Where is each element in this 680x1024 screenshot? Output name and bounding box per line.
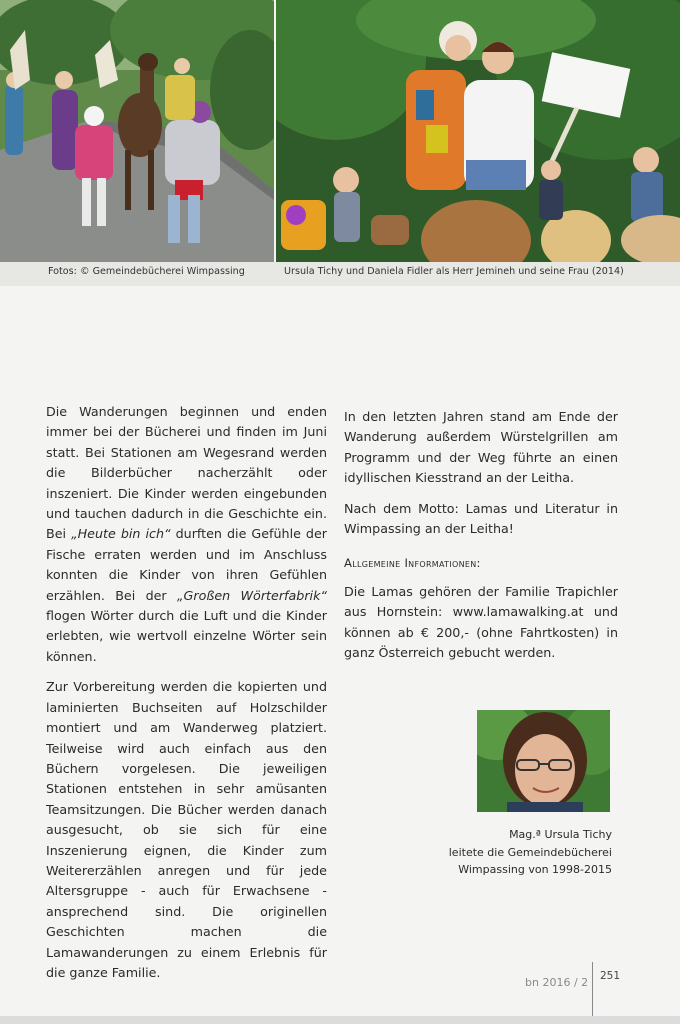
text-span: Die Wanderungen beginnen und enden immer bei der Bücherei und finden im Juni statt. Bei Stationen am Wegesrand werden die Bilderbücher nacherzählt oder inszeniert. Die Kinder werden eingebunden und tauchen dadurch in die Geschichte ein. Bei (46, 404, 327, 542)
footer-divider (592, 962, 593, 1020)
bio-line-2: leitete die Gemeindebücherei (448, 845, 612, 859)
info-heading: Allgemeine Informationen: (344, 556, 481, 571)
photo-credit-caption: Fotos: © Gemeindebücherei Wimpassing (48, 266, 245, 277)
scan-edge (0, 1016, 680, 1024)
left-paragraph-1 (46, 402, 327, 667)
book-title-heute-bin-ich: „Heute bin ich“ (71, 526, 171, 542)
photo-costumed-readers (276, 0, 680, 262)
right-paragraph-1: In den letzten Jahren stand am Ende der Wanderung außerdem Würstelgrillen am Programm und der Weg führte an einen idyllischen Kiesstrand an der Leitha. (344, 409, 618, 486)
author-bio (440, 826, 612, 879)
author-portrait (477, 710, 610, 812)
bio-line-1: Mag.ª Ursula Tichy (509, 828, 612, 841)
right-paragraph-2: Nach dem Motto: Lamas und Literatur in Wimpassing an der Leitha! (344, 500, 618, 537)
photo-llama-walk (0, 0, 274, 262)
left-paragraph-2: Zur Vorbereitung werden die kopierten und laminierten Buchseiten auf Holzschilder montiert und am Wanderweg platziert. Teilweise wird auch einfach aus den Büchern vorgelesen. Die jeweiligen Stationen entstehen in sehr amüsanten Teamsitzungen. Die Bücher werden danach ausgesucht, ob sie sich für eine Inszenierung eignen, die Kinder zum Weitererzählen anregen und für jede Altersgruppe - auch für Erwachsene - ansprechend sind. Die originellen Geschichten machen die Lamawanderungen zu einem Erlebnis für die ganze Familie. (46, 679, 327, 980)
photo-strip (0, 0, 680, 262)
book-title-grosse-woerterfabrik: „Großen Wörterfabrik“ (176, 587, 327, 603)
right-column (344, 407, 618, 673)
page-number: 251 (600, 970, 621, 982)
photo-caption: Ursula Tichy und Daniela Fidler als Herr Jemineh und seine Frau (2014) (284, 266, 624, 277)
issue-label: bn 2016 / 2 (525, 976, 589, 989)
left-column (46, 402, 327, 993)
text-span: durften die Gefühle der Fische erraten werden und im Anschluss konnten die Kinder von ihren Gefühlen erzählen. Bei der (46, 526, 327, 603)
bio-line-3: Wimpassing von 1998-2015 (458, 863, 612, 877)
right-paragraph-3: Die Lamas gehören der Familie Trapichler aus Hornstein: www.lamawalking.at und können ab € 200,- (ohne Fahrtkosten) in ganz Österreich gebucht werden. (344, 583, 618, 661)
text-span: flogen Wörter durch die Luft und die Kinder erlebten, wie wertvoll einzelne Wörter sein können. (46, 608, 327, 664)
